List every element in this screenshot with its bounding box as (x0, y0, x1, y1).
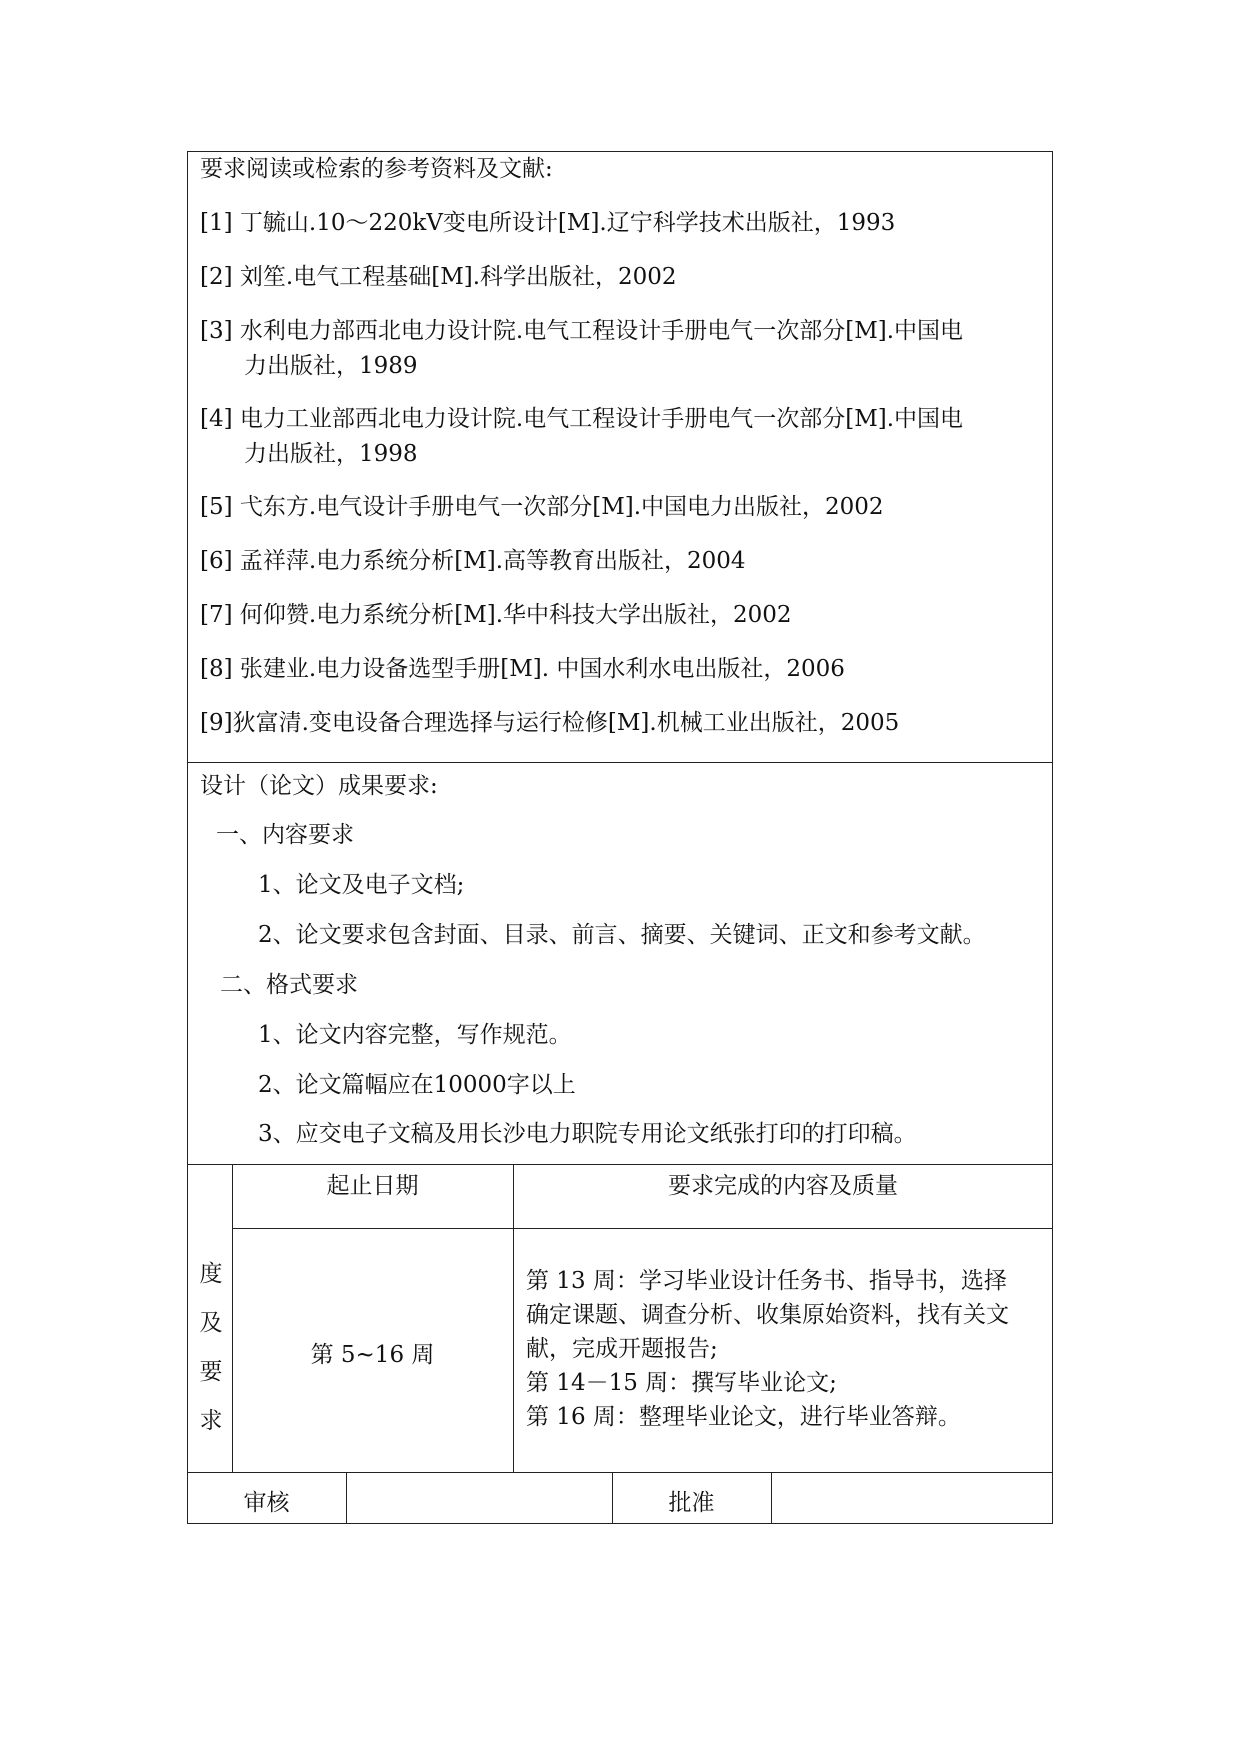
reference-item (200, 598, 1050, 633)
reference-number: [5] (200, 494, 233, 520)
divider-footer-3 (771, 1472, 772, 1524)
reference-item (200, 544, 1050, 579)
divider-references-bottom (187, 762, 1053, 763)
reference-number: [1] (200, 210, 233, 236)
reference-text: 弋东方.电气设计手册电气一次部分[M].中国电力出版社，2002 (239, 494, 884, 520)
date-range-value: 第 5~16 周 (310, 1342, 435, 1368)
date-column-header: 起止日期 (326, 1173, 419, 1199)
format-requirements-title: 二、格式要求 (220, 972, 358, 998)
reference-text: 电力工业部西北电力设计院.电气工程设计手册电气一次部分[M].中国电 (239, 406, 964, 432)
divider-side-label (232, 1164, 233, 1472)
requirement-item: 3、应交电子文稿及用长沙电力职院专用论文纸张打印的打印稿。 (258, 1121, 917, 1147)
divider-footer-1 (346, 1472, 347, 1524)
reference-number: [6] (200, 548, 233, 574)
review-label: 审核 (243, 1490, 290, 1516)
reference-text-continued: 力出版社，1989 (244, 353, 418, 379)
content-requirements-title: 一、内容要求 (216, 822, 354, 848)
schedule-content: 第 13 周：学习毕业设计任务书、指导书，选择 确定课题、调查分析、收集原始资料，找有关文 献，完成开题报告; 第 14－15 周：撰写毕业论文; 第 16 周：整理毕业论文，进行毕业答辩。 (526, 1268, 1009, 1430)
reference-text-continued: 力出版社，1998 (244, 441, 418, 467)
divider-requirements-bottom (187, 1164, 1053, 1165)
reference-item (200, 206, 1050, 241)
reference-text: 孟祥萍.电力系统分析[M].高等教育出版社，2004 (239, 548, 746, 574)
reference-text: 丁毓山.10～220kV变电所设计[M].辽宁科学技术出版社，1993 (239, 210, 896, 236)
divider-schedule-header (232, 1228, 1053, 1229)
reference-text: 狄富清.变电设备合理选择与运行检修[M].机械工业出版社，2005 (232, 710, 900, 736)
reference-item (200, 490, 1050, 525)
requirement-item: 2、论文篇幅应在10000字以上 (258, 1072, 576, 1098)
references-heading: 要求阅读或检索的参考资料及文献: (200, 156, 553, 182)
reference-number: [9] (200, 710, 233, 736)
reference-item (200, 314, 1050, 384)
requirement-item: 2、论文要求包含封面、目录、前言、摘要、关键词、正文和参考文献。 (258, 922, 986, 948)
schedule-side-label: 度 及 要 求 (199, 1261, 223, 1434)
content-column-header: 要求完成的内容及质量 (668, 1173, 898, 1199)
divider-schedule-bottom (187, 1472, 1053, 1473)
reference-number: [8] (200, 656, 233, 682)
requirement-item: 1、论文内容完整，写作规范。 (258, 1022, 572, 1048)
reference-item (200, 652, 1050, 687)
reference-text: 张建业.电力设备选型手册[M]. 中国水利水电出版社，2006 (239, 656, 845, 682)
reference-item (200, 706, 1050, 741)
reference-item (200, 260, 1050, 295)
requirement-item: 1、论文及电子文档; (258, 872, 465, 898)
requirements-heading: 设计（论文）成果要求: (200, 773, 438, 799)
reference-number: [7] (200, 602, 233, 628)
reference-text: 刘笙.电气工程基础[M].科学出版社，2002 (239, 264, 677, 290)
divider-date-content (513, 1164, 514, 1472)
reference-number: [3] (200, 318, 233, 344)
reference-text: 何仰赞.电力系统分析[M].华中科技大学出版社，2002 (239, 602, 792, 628)
approve-label: 批准 (668, 1490, 715, 1516)
reference-number: [2] (200, 264, 233, 290)
reference-number: [4] (200, 406, 233, 432)
reference-text: 水利电力部西北电力设计院.电气工程设计手册电气一次部分[M].中国电 (239, 318, 964, 344)
reference-item (200, 402, 1050, 472)
